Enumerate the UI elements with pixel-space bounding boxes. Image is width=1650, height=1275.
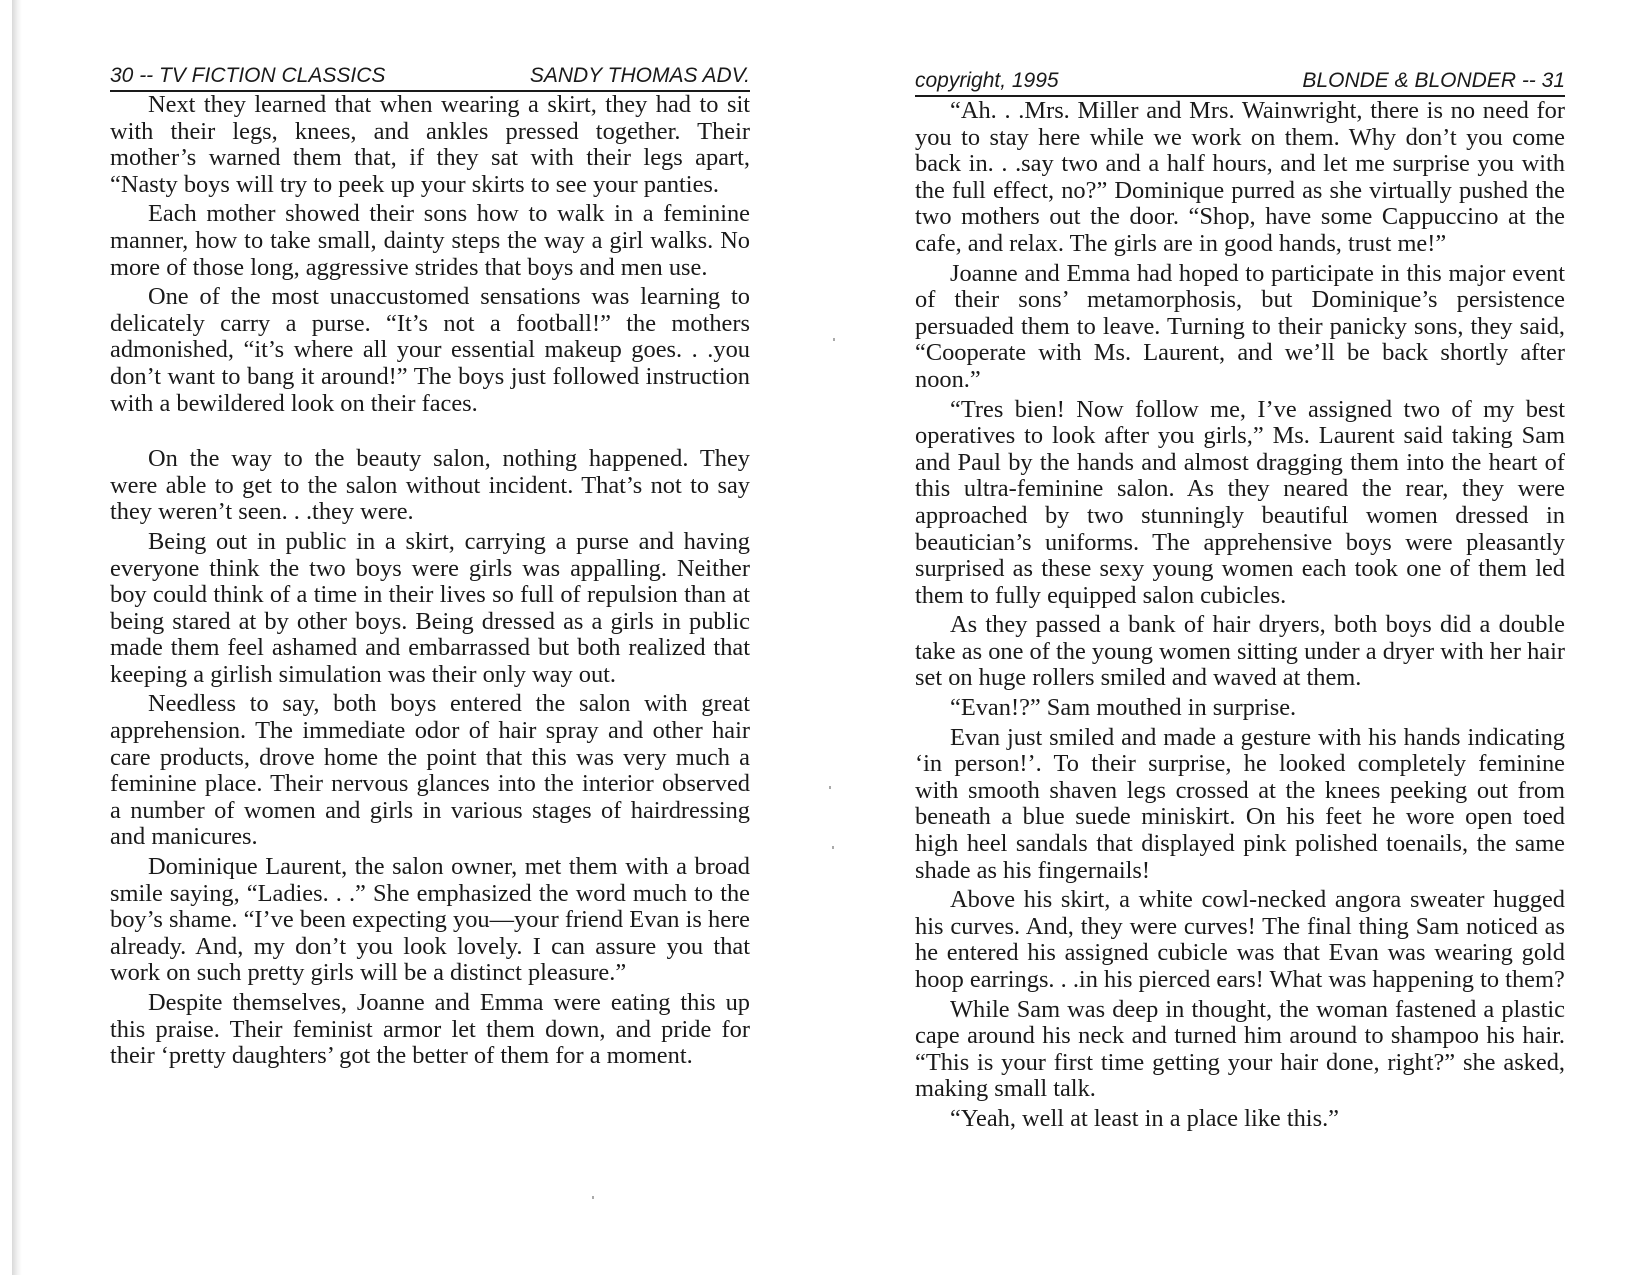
paragraph: While Sam was deep in thought, the woman fastened a plastic cape around his neck and turned him around to shampoo his hair. “This is your first time getting your hair done, right?” she asked, making small talk. — [915, 995, 1565, 1103]
right-page — [915, 64, 1565, 1133]
scan-speck — [832, 846, 834, 849]
scan-speck — [829, 786, 831, 789]
paragraph: “Yeah, well at least in a place like this.” — [950, 1104, 1339, 1132]
scan-speck — [833, 338, 835, 341]
right-header-copyright: copyright, 1995 — [915, 69, 1059, 92]
paragraph: Despite themselves, Joanne and Emma were eating this up this praise. Their feminist armor let them down, and pride for their ‘pretty daughters’ got the better of them for a moment. — [110, 989, 750, 1070]
paragraph: Being out in public in a skirt, carrying a purse and having everyone think the two boys were girls was appalling. Neither boy could think of a time in their lives so full of repulsion than at being stared at by other boys. Being dressed as a girls in public made them feel ashamed and embarrassed but both realized that keeping a girlish simulation was their only way out. — [110, 527, 750, 688]
paragraph: One of the most unaccustomed sensations was learning to delicately carry a purse. “It’s not a football!” the mothers admonished, “it’s where all your essential makeup goes. . .you don’t want to bang it around!” The boys just followed instruction with a bewildered look on their faces. — [110, 283, 750, 417]
right-page-header — [915, 69, 1565, 97]
paragraph: “Evan!?” Sam mouthed in surprise. — [950, 694, 1297, 722]
right-page-body — [915, 98, 1565, 1133]
left-header-page-title: 30 -- TV FICTION CLASSICS — [110, 64, 386, 87]
paragraph: Next they learned that when wearing a skirt, they had to sit with their legs, knees, and ankles pressed together. Their mother’s warned them that, if they sat with their legs apart, “Nasty boys will try to peek up your skirts to see your panties. — [110, 91, 750, 198]
paragraph: Needless to say, both boys entered the salon with great apprehension. The immediate odor of hair spray and other hair care products, drove home the point that this was very much a feminine place. Their nervous glances into the interior observed a number of women and girls in various stages of hairdressing and manicures. — [110, 690, 750, 851]
right-header-page-title: BLONDE & BLONDER -- 31 — [1302, 69, 1565, 92]
paragraph: “Tres bien! Now follow me, I’ve assigned two of my best operatives to look after you girls,” Ms. Laurent said taking Sam and Paul by the hands and almost dragging them into the heart of this ultra-feminine salon. As they neared the rear, they were approached by two stunningly beautiful women dressed in beautician’s uniforms. The apprehensive boys were pleasantly surprised as these sexy young women each took one of them led them to fully equipped salon cubicles. — [915, 395, 1565, 609]
left-header-series: SANDY THOMAS ADV. — [529, 64, 750, 87]
paragraph: On the way to the beauty salon, nothing happened. They were able to get to the salon without incident. That’s not to say they weren’t seen. . .they were. — [110, 445, 750, 526]
left-page — [110, 64, 750, 1070]
left-page-body — [110, 92, 750, 1070]
paragraph: As they passed a bank of hair dryers, both boys did a double take as one of the young women sitting under a dryer with her hair set on huge rollers smiled and waved at them. — [915, 611, 1565, 692]
paragraph: Joanne and Emma had hoped to participate in this major event of their sons’ metamorphosis, but Dominique’s persistence persuaded them to leave. Turning to their panicky sons, they said, “Cooperate with Ms. Laurent, and we’ll be back shortly after noon.” — [915, 259, 1565, 393]
paragraph: Above his skirt, a white cowl-necked angora sweater hugged his curves. And, they were curves! The final thing Sam noticed as he entered his assigned cubicle was that Evan was wearing gold hoop earrings. . .in his pierced ears! What was happening to them? — [915, 886, 1565, 993]
paragraph: “Ah. . .Mrs. Miller and Mrs. Wainwright, there is no need for you to stay here while we work on them. Why don’t you come back in. . .say two and a half hours, and let me surprise you with the full effect, no?” Dominique purred as she virtually pushed the two mothers out the door. “Shop, have some Cappuccino at the cafe, and relax. The girls are in good hands, trust me!” — [915, 97, 1565, 257]
paragraph: Each mother showed their sons how to walk in a feminine manner, how to take small, dainty steps the way a girl walks. No more of those long, aggressive strides that boys and men use. — [110, 200, 750, 281]
scan-speck — [592, 1196, 594, 1199]
left-page-header — [110, 64, 750, 92]
paragraph: Dominique Laurent, the salon owner, met them with a broad smile saying, “Ladies. . .” She emphasized the word much to the boy’s shame. “I’ve been expecting you—your friend Evan is here already. And, my don’t you look lovely. I can assure you that work on such pretty girls will be a distinct pleasure.” — [110, 853, 750, 987]
page-edge-shadow — [12, 0, 22, 1275]
paragraph: Evan just smiled and made a gesture with his hands indicating ‘in person!’. To their surprise, he looked completely feminine with smooth shaven legs crossed at the knees peeking out from beneath a blue suede miniskirt. On his feet he wore open toed high heel sandals that displayed pink polished toenails, the same shade as his fingernails! — [915, 723, 1565, 884]
